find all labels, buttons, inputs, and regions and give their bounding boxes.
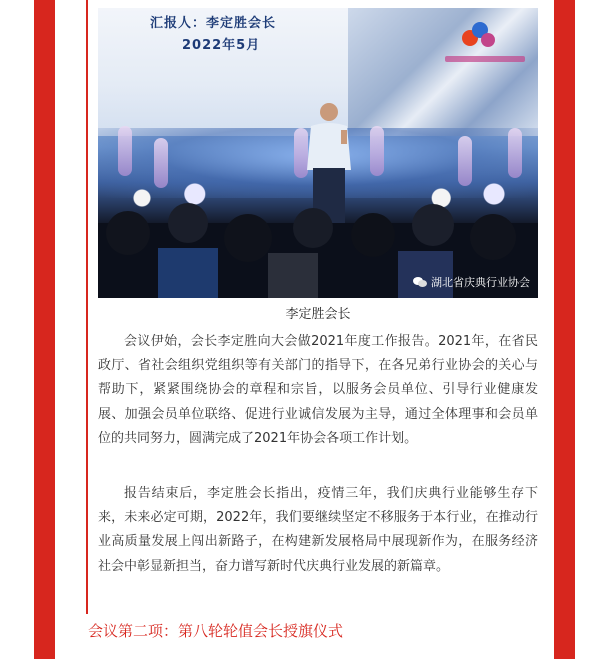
banner-date-line: 2022年5月 [182, 38, 261, 53]
inner-red-rule [86, 0, 88, 614]
paragraph-work-report: 会议伊始，会长李定胜向大会做2021年度工作报告。2021年，在省民政厅、省社会组织党组织等有关部门的指导下，在各兄弟行业协会的关心与帮助下，紧紧围绕协会的章程和宗旨，以服务会员单位、引导行业健康发展、加强会员单位联络、促进行业诚信发展为主导，通过全体理事和会员单位的共同努力，圆满完成了2021年协会各项工作计划。 [98, 334, 538, 446]
photo-caption: 李定胜会长 [285, 307, 351, 322]
section-heading: 会议第二项：第八轮轮值会长授旗仪式 [88, 622, 344, 640]
logo-wordmark [445, 56, 525, 62]
lantern-decoration [118, 126, 132, 176]
lantern-decoration [508, 128, 522, 178]
photo-watermark [413, 274, 530, 290]
watermark-text: 湖北省庆典行业协会 [431, 276, 530, 289]
speaker-photo [98, 8, 538, 298]
left-red-border [34, 0, 55, 659]
lantern-decoration [370, 126, 384, 176]
banner-reporter-line: 汇报人：李定胜会长 [150, 16, 277, 31]
paragraph-president-remarks: 报告结束后，李定胜会长指出，疫情三年，我们庆典行业能够生存下来，未来必定可期，2022年，我们要继续坚定不移服务于本行业，在推动行业高质量发展上闯出新路子，在构建新发展格局中展现新作为，在服务经济社会中彰显新担当，奋力谱写新时代庆典行业发展的新篇章。 [98, 486, 538, 574]
association-logo-icon [458, 16, 498, 56]
right-red-border [554, 0, 575, 659]
wechat-icon [413, 276, 427, 288]
banner-decoration [348, 8, 538, 136]
